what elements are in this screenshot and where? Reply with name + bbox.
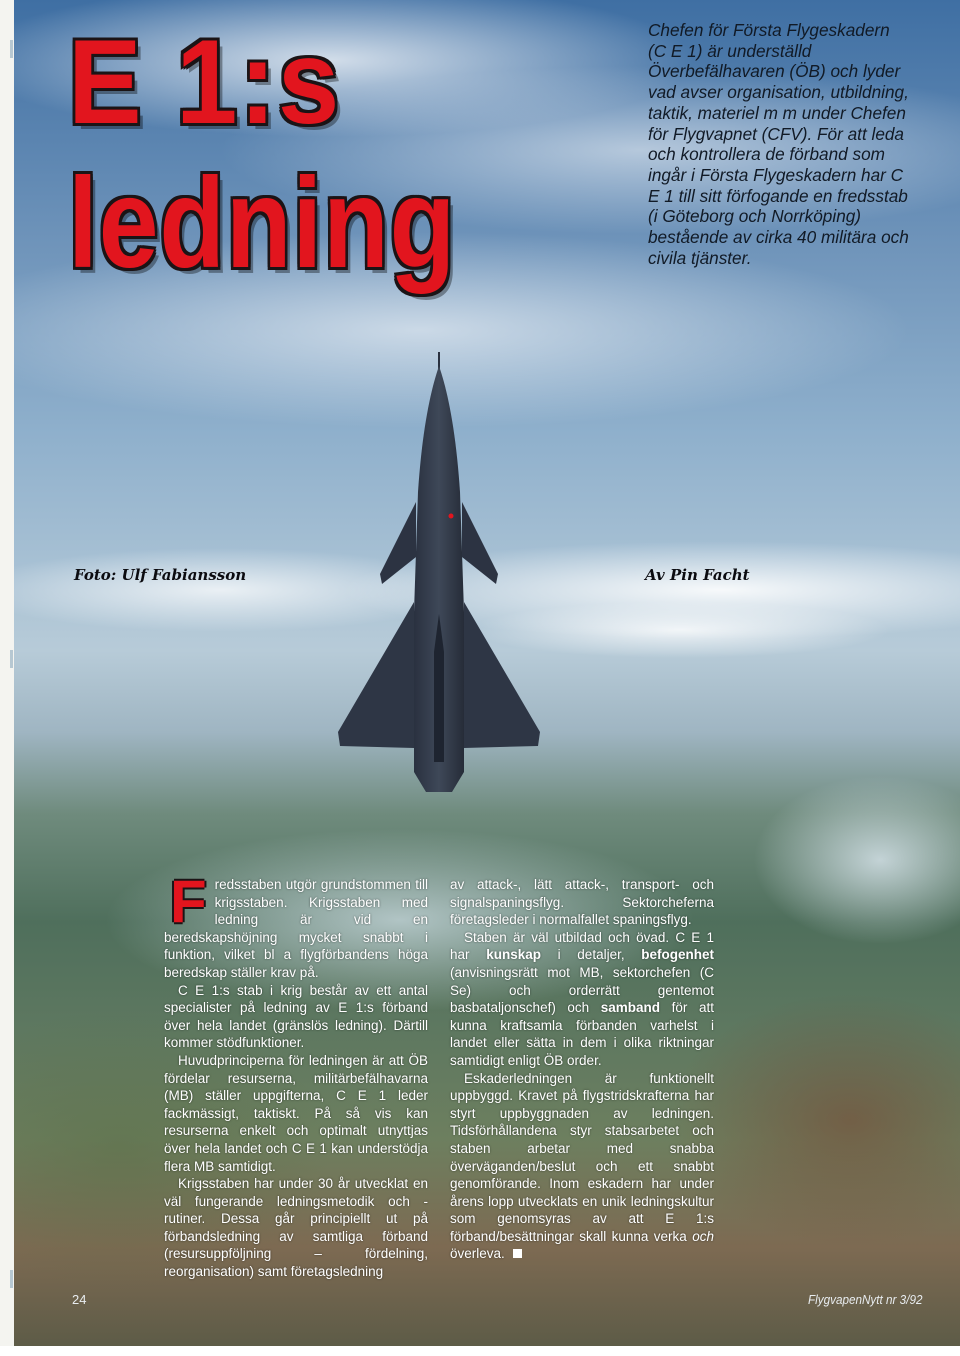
bold-term-befogenhet: befogenhet — [641, 947, 714, 963]
margin-mark — [10, 1270, 13, 1288]
paragraph-text: Staben är väl utbildad och övad. C E 1 har — [450, 929, 714, 963]
article-paragraph: C E 1:s stab i krig består av ett antal specialister på ledning av E 1:s förband över hela landet (gränslös ledning). Därtill kommer stödfunktioner. — [164, 982, 428, 1051]
author-byline: Av Pin Facht — [645, 566, 750, 584]
paragraph-text: för att kunna kraftsamla förbanden varhelst i landet eller sätta in dem i olika riktningar samtidigt enligt ÖB order. — [450, 1000, 714, 1068]
jet-wing-right — [464, 602, 540, 748]
jet-wing-left — [338, 602, 414, 748]
page-bottom-margin — [0, 1346, 960, 1356]
drop-cap: F — [170, 868, 207, 935]
article-paragraph — [450, 929, 714, 1070]
article-paragraph: Huvudprinciperna för ledningen är att ÖB fördelar resurserna, militärbefälhavarna (MB) ställer uppgifterna, C E 1 leder fackmässigt, taktiskt. På så vis kan resurserna enkelt och optimalt utnyttjas över hela landet och C E 1 kan understödja flera MB samtidigt. — [164, 1052, 428, 1174]
margin-mark — [10, 650, 13, 668]
italic-word: och — [692, 1228, 714, 1244]
article-paragraph: av attack-, lätt attack-, transport- och signalspaningsflyg. Sektorcheferna företagsleder i normalfallet spaningsflyg. — [450, 877, 714, 928]
end-of-article-square — [513, 1249, 522, 1258]
paragraph-text: verka — [653, 1228, 693, 1244]
bold-term-kunskap: kunskap — [486, 947, 541, 963]
article-paragraph — [164, 868, 428, 982]
paragraph-text: i detaljer, — [540, 947, 642, 963]
jet-canard-left — [380, 502, 416, 584]
paragraph-text: överleva. — [450, 1246, 505, 1262]
margin-mark — [10, 40, 13, 58]
page-left-margin — [0, 0, 14, 1356]
intro-paragraph: Chefen för Första Flygeskadern (C E 1) är underställd Överbefälhavaren (ÖB) och lyder vad avser organisation, utbildning, taktik, materiel m m under Chefen för Flygvapnet (CFV). För att leda och kontrollera de förband som ingår i Första Flygeskadern har C E 1 till sitt förfogande en fredsstab (i Göteborg och Norrköping) bestående av cirka 40 militära och civila tjänster. — [648, 20, 909, 268]
article-column-2 — [450, 876, 714, 1263]
article-column-1 — [164, 868, 428, 1281]
jet-beacon-light — [449, 514, 454, 519]
page-number: 24 — [72, 1292, 87, 1307]
paragraph-text: Eskaderledningen är funktionellt uppbyggd. Kravet på flygstridskrafterna har styrt uppbyggnaden av ledningen. Tidsförhållandena styr stabsarbetet och staben arbetar med snabba överväganden/beslut och ett snabbt genomförande. Inom eskadern har under årens lopp utvecklats en unik ledningskultur som genomsyras av att E 1:s förband/besättningar skall kunna — [450, 1070, 714, 1244]
article-paragraph: Krigsstaben har under 30 år utvecklat en väl fungerande ledningsmetodik och -rutiner. Dessa går principiellt ut på förbandsledning av samtliga förband (resursuppföljning – fördelning, reorganisation) samt företagsledning — [164, 1176, 428, 1280]
headline-line-2: ledning — [68, 152, 457, 295]
bold-term-samband: samband — [600, 1000, 661, 1016]
paragraph-text: (anvisningsrätt mot MB, sektorchefen (C Se) och orderrätt gentemot basbataljonschef) och — [450, 964, 714, 1016]
article-paragraph — [450, 1070, 714, 1264]
photo-credit: Foto: Ulf Fabiansson — [74, 566, 247, 584]
publication-footer: FlygvapenNytt nr 3/92 — [808, 1292, 923, 1307]
paragraph-text: redsstaben utgör grundstommen till krigsstaben. Krigsstaben med ledning är vid en beredskapshöjning mycket snabbt i funktion, vilket bl a flygförbandens höga beredskap ställer krav på. — [164, 877, 428, 980]
headline-line-1: E 1:s — [68, 15, 342, 149]
fighter-jet-illustration — [330, 352, 550, 798]
jet-canard-right — [462, 502, 498, 584]
